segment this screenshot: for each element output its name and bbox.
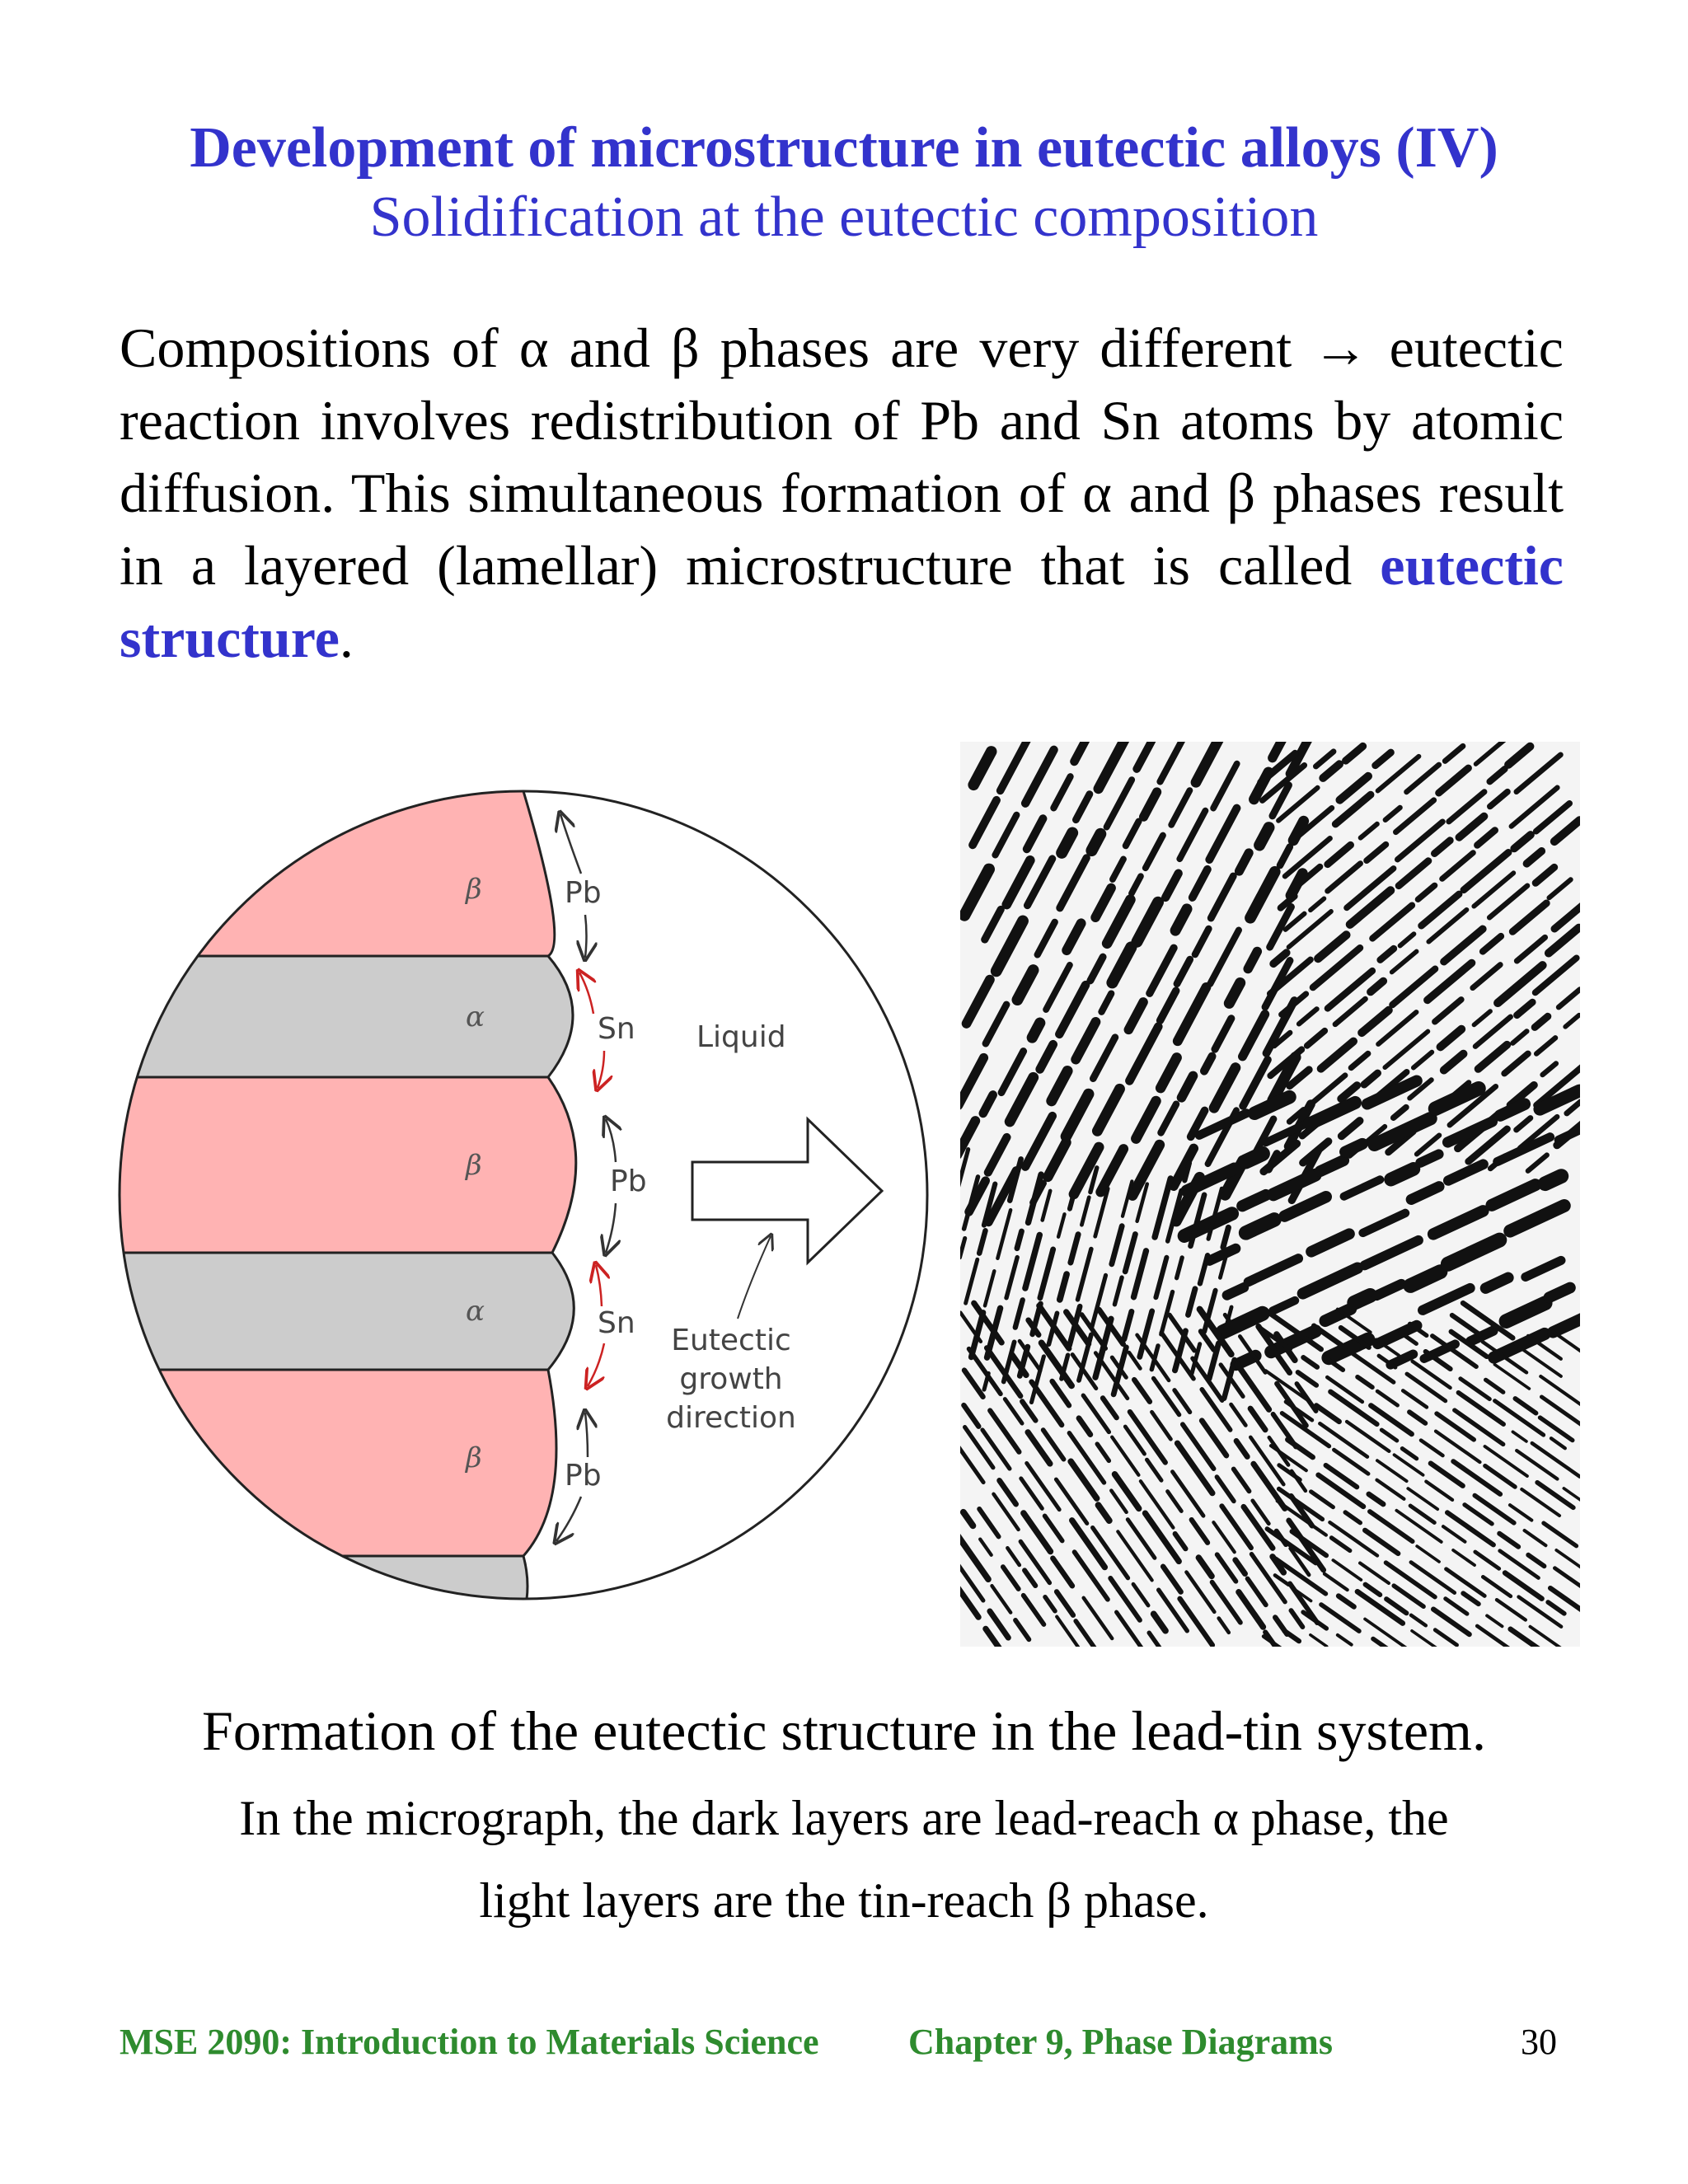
direction-label-3: direction xyxy=(666,1401,796,1435)
body-text-2: . xyxy=(339,607,354,669)
beta-layer-1 xyxy=(111,791,555,956)
lamella xyxy=(1345,1144,1362,1152)
lamella xyxy=(1032,1023,1039,1038)
alpha-layer-bottom xyxy=(111,1556,528,1615)
direction-label-1: Eutectic xyxy=(671,1324,791,1357)
layer-label-3: β xyxy=(466,1149,482,1182)
lamella xyxy=(1391,1169,1414,1179)
layer-label-1: β xyxy=(466,873,482,906)
atom-label-5: Pb xyxy=(565,1459,602,1493)
lamella xyxy=(1092,834,1101,851)
lamella xyxy=(1227,1287,1244,1296)
beta-layer-2 xyxy=(111,1077,576,1253)
eutectic-growth-diagram xyxy=(111,775,935,1615)
slide-title: Development of microstructure in eutectic alloys (IV) xyxy=(190,116,1498,180)
liquid-label: Liquid xyxy=(696,1020,786,1054)
caption-line-1: Formation of the eutectic structure in the lead-tin system. xyxy=(202,1699,1486,1762)
layer-label-2: α xyxy=(466,1001,485,1033)
lamella xyxy=(1245,1154,1262,1162)
lamella xyxy=(1545,1176,1562,1183)
footer-chapter: Chapter 9, Phase Diagrams xyxy=(908,2022,1333,2062)
caption-lines xyxy=(0,1777,1688,1942)
direction-label-2: growth xyxy=(679,1362,783,1396)
atom-label-1: Pb xyxy=(565,876,602,910)
page-number: 30 xyxy=(1521,2022,1557,2062)
eutectic-micrograph xyxy=(960,742,1580,1647)
alpha-layer-top xyxy=(111,775,526,791)
atom-label-4: Sn xyxy=(598,1306,635,1340)
alpha-layer-1 xyxy=(111,956,573,1077)
caption-line-2: In the micrograph, the dark layers are lead-reach α phase, the xyxy=(239,1791,1449,1845)
body-text-1: Compositions of α and β phases are very different → eutectic reaction involves redistribution of Pb and Sn atoms by atomic diffusion. This simultaneous formation of α and β phases result in a layered (lamellar) microstructure that is called xyxy=(120,316,1564,597)
lamella xyxy=(1354,1296,1370,1303)
caption-line-3: light layers are the tin-reach β phase. xyxy=(479,1873,1209,1928)
atom-label-2: Sn xyxy=(598,1012,635,1046)
alpha-layer-2 xyxy=(111,1253,574,1370)
slide-subtitle: Solidification at the eutectic composition xyxy=(369,185,1319,249)
body-paragraph xyxy=(120,312,1564,674)
footer-course: MSE 2090: Introduction to Materials Science xyxy=(120,2022,819,2062)
highlight-term: eutectic structure xyxy=(120,534,1564,669)
beta-layer-3 xyxy=(111,1370,556,1556)
layer-label-5: β xyxy=(466,1441,482,1474)
layer-label-4: α xyxy=(466,1295,485,1328)
atom-label-3: Pb xyxy=(610,1165,647,1198)
